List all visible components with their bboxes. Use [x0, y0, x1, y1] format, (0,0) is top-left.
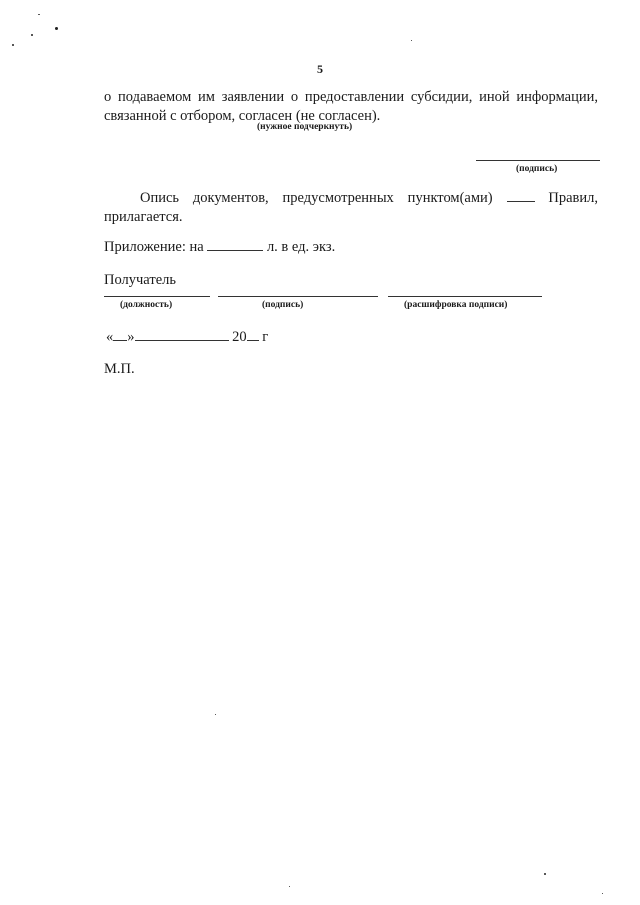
scan-speck: [55, 27, 58, 30]
page-number: 5: [317, 62, 323, 76]
position-line: [104, 296, 210, 297]
year-prefix: 20: [232, 329, 247, 345]
inventory-line-1: [104, 189, 598, 208]
recipient-label: Получатель: [104, 272, 176, 288]
month-blank: [135, 328, 229, 341]
date-line: [106, 328, 406, 347]
underline-note: (нужное подчеркнуть): [257, 122, 353, 132]
inventory-paragraph: [104, 189, 598, 227]
attachment-suffix: л. в ед. экз.: [266, 239, 336, 255]
scan-speck: [602, 893, 603, 894]
consent-line-1: о подаваемом им заявлении о предоставлении субсидии, иной информации,: [104, 89, 598, 105]
scan-speck: [544, 873, 546, 875]
scan-speck: [12, 44, 14, 46]
signature-line-1: [476, 160, 600, 161]
signature-note-2: (подпись): [262, 300, 304, 310]
scan-speck: [289, 886, 290, 887]
signature-note-1: (подпись): [516, 164, 558, 174]
inventory-line-2: прилагается.: [104, 209, 183, 225]
inventory-line-1-end: Правил,: [548, 190, 599, 206]
year-blank: [247, 328, 259, 341]
open-quote: «: [106, 329, 114, 345]
scan-speck: [31, 34, 33, 36]
signature-line-2: [218, 296, 378, 297]
close-quote: »: [127, 329, 135, 345]
scan-speck: [215, 714, 216, 715]
consent-line-2: связанной с отбором, согласен (не согласен).: [104, 108, 381, 124]
decoding-note: (расшифровка подписи): [404, 300, 508, 310]
scan-speck: [38, 14, 40, 15]
decoding-line: [388, 296, 542, 297]
inventory-line-1-start: Опись документов, предусмотренных пунктом(ами): [140, 190, 493, 206]
position-note: (должность): [120, 300, 173, 310]
attachment-line: [104, 238, 598, 257]
stamp-label: М.П.: [104, 361, 135, 377]
consent-paragraph: [104, 88, 598, 126]
sheets-blank: [207, 238, 263, 251]
year-suffix: г: [262, 329, 269, 345]
clause-blank: [507, 189, 535, 202]
attachment-prefix: Приложение: на: [104, 239, 204, 255]
scan-speck: [411, 40, 412, 41]
day-blank: [113, 328, 127, 341]
